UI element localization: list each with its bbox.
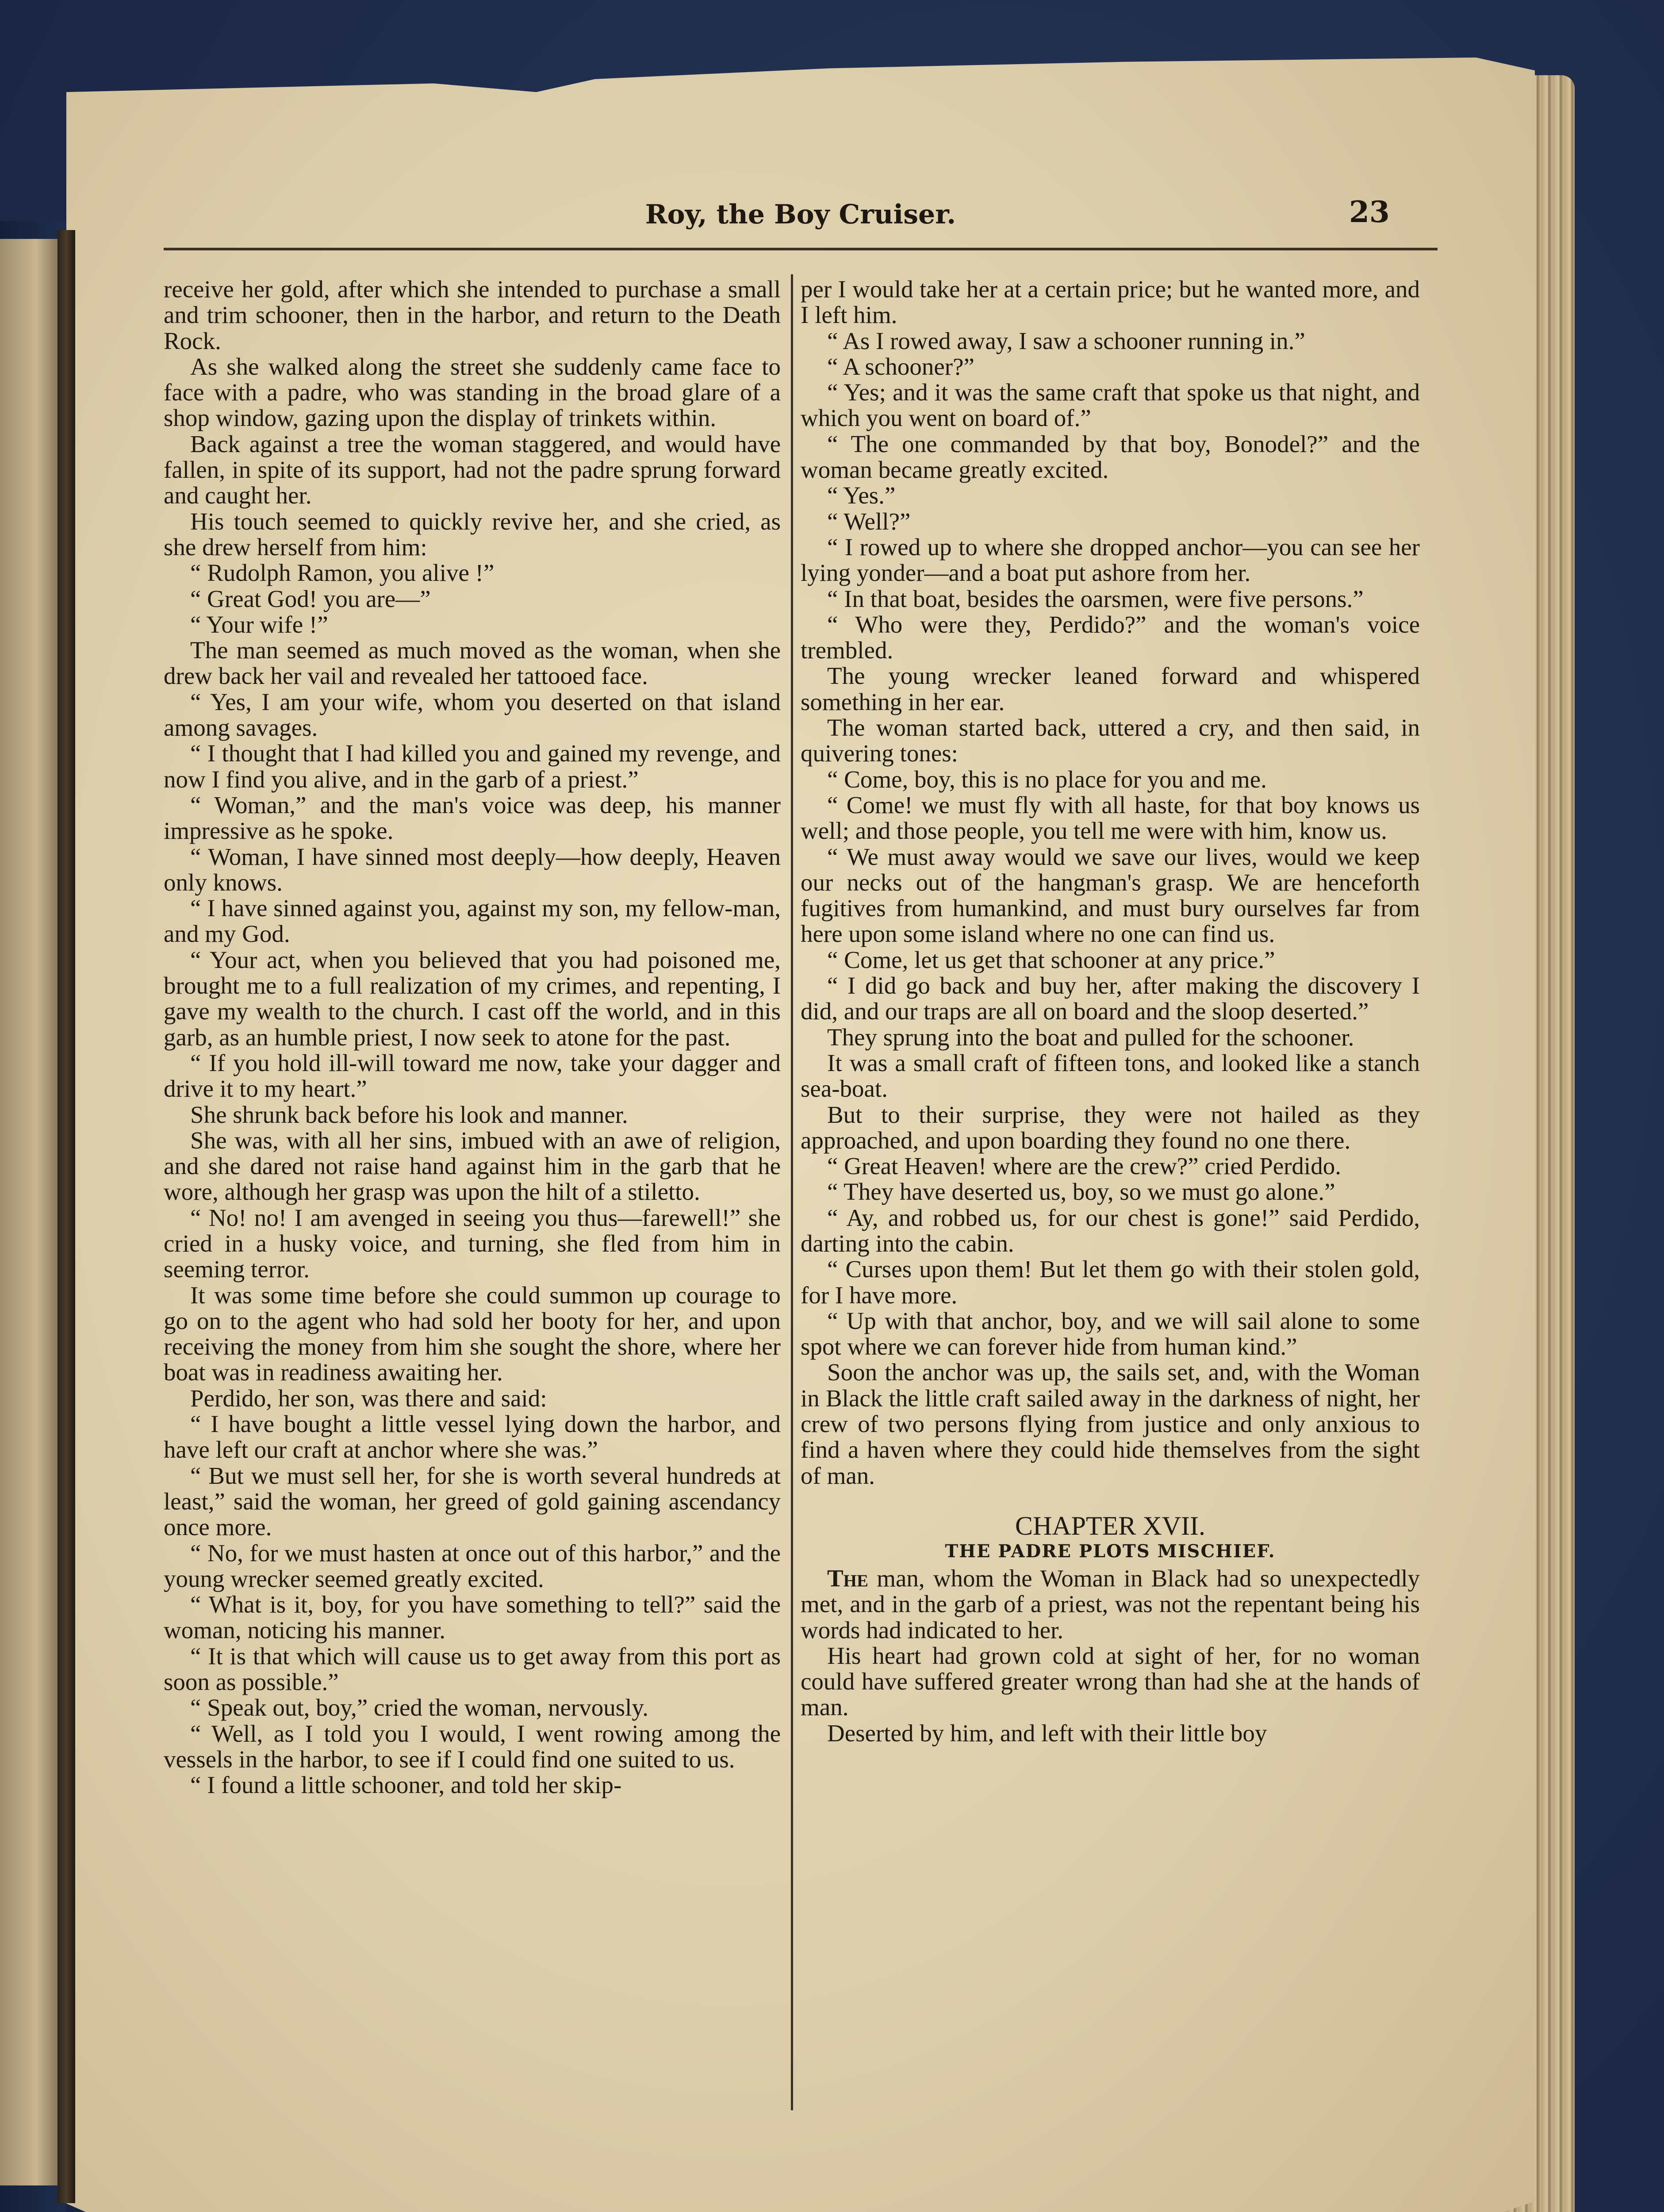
- paragraph: Back against a tree the woman staggered, and would have fallen, in spite of its support, had not the padre sprung forward and caught her.: [164, 430, 781, 509]
- paragraph: “ Great God! you are—”: [190, 585, 431, 612]
- paragraph: It was some time before she could summon up courage to go on to the agent who had sold her booty for her, and upon receiving the money from him she sought the shore, where her boat was in readiness awaiting her.: [164, 1281, 781, 1386]
- paragraph: “ Yes; and it was the same craft that spoke us that night, and which you went on board of.”: [801, 379, 1420, 432]
- paragraph: The young wrecker leaned forward and whispered something in her ear.: [801, 662, 1420, 715]
- paragraph: Perdido, her son, was there and said:: [190, 1384, 547, 1412]
- chapter-title: THE PADRE PLOTS MISCHIEF.: [945, 1540, 1276, 1562]
- paragraph: “ Up with that anchor, boy, and we will sail alone to some spot where we can forever hide from human kind.”: [801, 1307, 1420, 1360]
- paragraph: “ What is it, boy, for you have something to tell?” said the woman, noticing his manner.: [164, 1591, 781, 1644]
- paragraph: “ No, for we must hasten at once out of this harbor,” and the young wrecker seemed greatly excited.: [164, 1539, 781, 1592]
- paragraph: Soon the anchor was up, the sails set, and, with the Woman in Black the little craft sailed away in the darkness of night, her crew of two persons flying from justice and only anxious to find a haven where they could hide themselves from the sight of man.: [801, 1359, 1420, 1489]
- paragraph: “ A schooner?”: [827, 353, 974, 380]
- paragraph: “ We must away would we save our lives, would we keep our necks out of the hangman's grasp. We are henceforth fugitives from humankind, and must bury ourselves far from here upon some island where no one can find us.: [801, 843, 1420, 948]
- column-rule: [791, 274, 793, 2110]
- facing-page-edge: [0, 239, 66, 2185]
- paragraph: receive her gold, after which she intended to purchase a small and trim schooner, then in the harbor, and return to the Death Rock.: [164, 276, 781, 354]
- right-column: [801, 276, 1420, 1746]
- paragraph: As she walked along the street she suddenly came face to face with a padre, who was standing in the broad glare of a shop window, gazing upon the display of trinkets within.: [164, 353, 781, 432]
- paragraph: “ Who were they, Perdido?” and the woman's voice trembled.: [801, 611, 1420, 664]
- paragraph: “ Well, as I told you I would, I went rowing among the vessels in the harbor, to see if I could find one suited to us.: [164, 1720, 781, 1773]
- paragraph: They sprung into the boat and pulled for the schooner.: [827, 1023, 1354, 1051]
- page-number: 23: [1349, 195, 1390, 229]
- paragraph: His heart had grown cold at sight of her, for no woman could have suffered greater wrong than had she at the hands of man.: [801, 1642, 1420, 1721]
- paragraph: “ If you hold ill-will toward me now, take your dagger and drive it to my heart.”: [164, 1049, 781, 1102]
- binding-gutter: [58, 230, 75, 2203]
- paragraph: “ Rudolph Ramon, you alive !”: [190, 559, 495, 587]
- paragraph: It was a small craft of fifteen tons, and looked like a stanch sea-boat.: [801, 1049, 1420, 1102]
- running-head: [66, 195, 1535, 239]
- paragraph: “ Well?”: [827, 507, 911, 535]
- paragraph: “ Come, boy, this is no place for you and me.: [827, 765, 1267, 793]
- paragraph: “ Woman, I have sinned most deeply—how deeply, Heaven only knows.: [164, 843, 781, 896]
- paragraph: per I would take her at a certain price; but he wanted more, and I left him.: [801, 276, 1420, 329]
- paragraph: “ I found a little schooner, and told her skip-: [190, 1771, 622, 1799]
- paragraph: “ I have sinned against you, against my son, my fellow-man, and my God.: [164, 895, 781, 948]
- paragraph: “ Curses upon them! But let them go with their stolen gold, for I have more.: [801, 1256, 1420, 1309]
- paragraph: “ Yes.”: [827, 482, 896, 509]
- paragraph: “ Come! we must fly with all haste, for that boy knows us well; and those people, you tell me were with him, know us.: [801, 791, 1420, 845]
- paragraph: “ They have deserted us, boy, so we must go alone.”: [827, 1178, 1335, 1206]
- paragraph: “ Your act, when you believed that you had poisoned me, brought me to a full realization of my crimes, and repenting, I gave my wealth to the church. I cast off the world, and in this garb, as an humble priest, I now seek to atone for the past.: [164, 946, 781, 1051]
- paragraph: She was, with all her sins, imbued with an awe of religion, and she dared not raise hand against him in the garb that he wore, although her grasp was upon the hilt of a stiletto.: [164, 1126, 781, 1206]
- paragraph: The woman started back, uttered a cry, and then said, in quivering tones:: [801, 714, 1420, 767]
- header-rule: [164, 248, 1438, 250]
- paragraph: “ I thought that I had killed you and gained my revenge, and now I find you alive, and in the garb of a priest.”: [164, 740, 781, 793]
- paragraph: Deserted by him, and left with their little boy: [827, 1719, 1267, 1747]
- paragraph: “ I did go back and buy her, after making the discovery I did, and our traps are all on board and the sloop deserted.”: [801, 972, 1420, 1025]
- chapter-heading: CHAPTER XVII.: [1015, 1511, 1205, 1540]
- paragraph: His touch seemed to quickly revive her, and she cried, as she drew herself from him:: [164, 507, 781, 561]
- paragraph-text: man, whom the Woman in Black had so unexpectedly met, and in the garb of a priest, was not the repentant being his words had indicated to her.: [801, 1564, 1420, 1644]
- paragraph: “ As I rowed away, I saw a schooner running in.”: [827, 327, 1305, 354]
- paragraph: “ Woman,” and the man's voice was deep, his manner impressive as he spoke.: [164, 791, 781, 845]
- paragraph: “ Speak out, boy,” cried the woman, nervously.: [190, 1694, 649, 1721]
- paragraph: But to their surprise, they were not hailed as they approached, and upon boarding they found no one there.: [801, 1101, 1420, 1154]
- paragraph: [801, 1566, 1420, 1643]
- paragraph: The man seemed as much moved as the woman, when she drew back her vail and revealed her tattooed face.: [164, 637, 781, 690]
- paragraph: “ Great Heaven! where are the crew?” cried Perdido.: [827, 1152, 1341, 1180]
- paragraph: “ I rowed up to where she dropped anchor—you can see her lying yonder—and a boat put ashore from her.: [801, 533, 1420, 587]
- paragraph: “ It is that which will cause us to get away from this port as soon as possible.”: [164, 1642, 781, 1696]
- paragraph: She shrunk back before his look and manner.: [190, 1101, 628, 1128]
- paragraph: “ Ay, and robbed us, for our chest is gone!” said Perdido, darting into the cabin.: [801, 1204, 1420, 1257]
- paragraph: “ The one commanded by that boy, Bonodel?” and the woman became greatly excited.: [801, 430, 1420, 484]
- paragraph: “ But we must sell her, for she is worth several hundreds at least,” said the woman, her greed of gold gaining ascendancy once more.: [164, 1462, 781, 1541]
- paragraph: “ Your wife !”: [190, 611, 328, 638]
- left-column: [164, 276, 781, 1798]
- paragraph: “ I have bought a little vessel lying down the harbor, and have left our craft at anchor where she was.”: [164, 1410, 781, 1463]
- paragraph: “ In that boat, besides the oarsmen, were five persons.”: [827, 585, 1364, 612]
- paragraph: “ Come, let us get that schooner at any price.”: [827, 946, 1275, 973]
- running-head-title: Roy, the Boy Cruiser.: [645, 199, 956, 230]
- paragraph: “ No! no! I am avenged in seeing you thus—farewell!” she cried in a husky voice, and turning, she fled from him in seeming terror.: [164, 1204, 781, 1283]
- chapter-lead-word: The: [827, 1564, 869, 1592]
- paragraph: “ Yes, I am your wife, whom you deserted on that island among savages.: [164, 688, 781, 741]
